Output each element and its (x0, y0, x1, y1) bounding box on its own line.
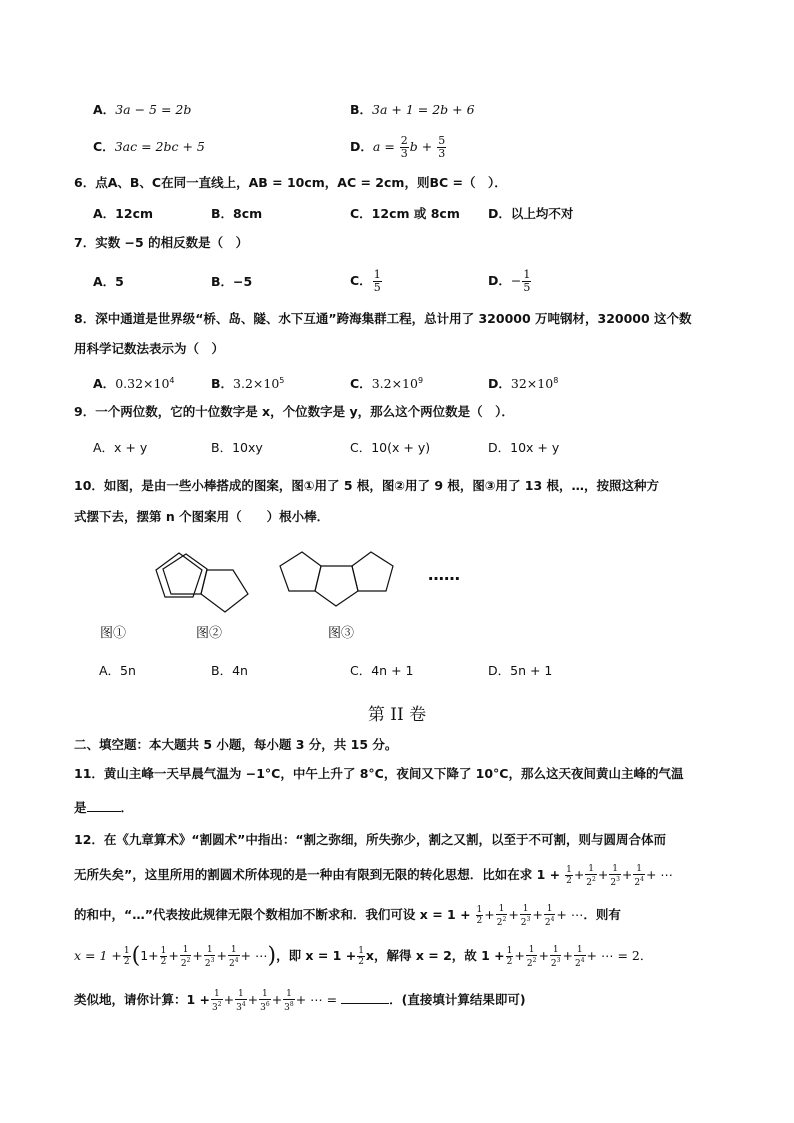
q11-text: ． (120, 800, 134, 815)
q9-option-b[interactable]: B．10xy (211, 440, 263, 455)
q11-text: 是 (74, 800, 87, 815)
q12-text: + ⋯ (556, 907, 584, 922)
q10-stem-line2: 式摆下去，摆第 n 个图案用（ ）根小棒． (74, 509, 330, 524)
fraction: $\frac{1}{2^2}$ (180, 944, 191, 969)
q6-option-d[interactable]: D．以上均不对 (488, 206, 574, 221)
q12-stem-line1: 12．在《九章算术》“割圆术”中指出：“割之弥细，所失弥少，割之又割，以至于不可割，则与圆周合体而 (74, 832, 667, 847)
q12-text: ．则有 (583, 907, 621, 922)
option-label: C． (350, 273, 372, 288)
q6-option-c[interactable]: C．12cm 或 8cm (350, 206, 460, 221)
q12-text: ，即 x = 1 + (276, 948, 357, 963)
exponent: 4 (169, 376, 175, 385)
q8-option-d[interactable] (488, 372, 558, 393)
option-expr: 3.2×10 (371, 376, 418, 392)
q12-stem-line5: 类似地，请你计算：1 + $\frac{1}{3^2}$ + $\frac{1}{3^4}$ + $\frac{1}{3^6}$ + $\frac{1}{3^8}$ + ⋯ = ．(直接填计算结果即可) (74, 988, 526, 1013)
q8-stem-line1: 8．深中通道是世界级“桥、岛、隧、水下互通”跨海集群工程，总计用了 320000 万吨钢材，320000 这个数 (74, 311, 692, 326)
fraction: $\frac{1}{2^3}$ (610, 863, 620, 888)
option-expr: b + (409, 139, 433, 154)
option-expr: 3a − 5 = 2b (115, 102, 192, 117)
continuation-dots: …… (428, 565, 460, 584)
option-label: C． (93, 139, 115, 154)
fraction: $\frac{1}{2^2}$ (526, 944, 537, 969)
q11-stem-line1: 11．黄山主峰一天早晨气温为 −1°C，中午上升了 8°C，夜间又下降了 10°C，那么这天夜间黄山主峰的气温 (74, 766, 684, 781)
minus-sign: − (510, 273, 522, 288)
q6-stem: 6．点A、B、C在同一直线上，AB = 10cm，AC = 2cm，则BC =（ ）． (74, 175, 507, 190)
q10-option-c[interactable]: C．4n + 1 (350, 663, 414, 678)
q7-option-d[interactable] (488, 262, 532, 300)
fraction: $\frac{1}{3^4}$ (236, 988, 246, 1013)
option-expr: 3a + 1 = 2b + 6 (372, 102, 475, 117)
figure-2-label: 图② (196, 626, 223, 641)
option-label: D． (488, 273, 511, 288)
q12-text: + ⋯ = 2． (586, 948, 653, 963)
pentagon-shape (156, 553, 202, 597)
option-label: A． (93, 376, 116, 392)
option-label: B． (211, 376, 234, 392)
q8-option-c[interactable] (350, 372, 423, 393)
q10-option-d[interactable]: D．5n + 1 (488, 663, 553, 678)
figure-1-label: 图① (100, 626, 127, 641)
q12-text: + ⋯ = (295, 992, 338, 1007)
fraction: $\frac{1}{2^3}$ (550, 944, 561, 969)
pentagon-shape (201, 570, 248, 612)
section-title: 第 II 卷 (367, 705, 427, 725)
fraction: $\frac{1}{5}$ (523, 268, 531, 294)
fraction: $\frac{1}{5}$ (373, 268, 381, 294)
fraction: $\frac{1}{2^3}$ (520, 903, 531, 928)
q12-stem-line3: 的和中，“…”代表按此规律无限个数相加不断求和．我们可设 x = 1 + $\frac{1}{2}$ + $\frac{1}{2^2}$ + $\frac{1}{2^3}$ + $\frac{1}{2^4}$ + ⋯．则有 (74, 903, 621, 928)
pentagon-pattern-figure (70, 540, 470, 650)
fraction: $\frac{1}{2^4}$ (634, 863, 644, 888)
figure-3-label: 图③ (328, 626, 355, 641)
fraction: $\frac{1}{2^4}$ (574, 944, 585, 969)
fraction: $\frac{1}{2^4}$ (544, 903, 555, 928)
answer-blank[interactable] (341, 990, 389, 1004)
fraction: $\frac{2}{3}$ (400, 134, 408, 160)
section-heading: 二、填空题：本大题共 5 小题，每小题 3 分，共 15 分。 (74, 737, 398, 752)
fraction: $\frac{1}{2^2}$ (586, 863, 596, 888)
fraction: $\frac{1}{3^2}$ (212, 988, 222, 1013)
exponent: 8 (553, 376, 559, 385)
q12-text: x，解得 x = 2，故 1 + (365, 948, 505, 963)
answer-blank[interactable] (87, 798, 121, 812)
q7-stem: 7．实数 −5 的相反数是（ ） (74, 235, 249, 250)
q9-option-a[interactable]: A．x + y (93, 440, 148, 455)
fraction: $\frac{1}{3^6}$ (260, 988, 270, 1013)
option-expr: 32×10 (510, 376, 554, 392)
q10-option-a[interactable]: A．5n (99, 663, 136, 678)
fraction: $\frac{1}{2}$ (506, 946, 513, 967)
option-label: C． (350, 376, 372, 392)
q8-option-b[interactable] (211, 372, 284, 393)
fraction: $\frac{1}{2^3}$ (204, 944, 215, 969)
q9-option-c[interactable]: C．10(x + y) (350, 440, 431, 455)
pentagon-shape (280, 552, 321, 591)
q12-text: ．(直接填计算结果即可) (389, 992, 526, 1007)
option-label: D． (488, 376, 511, 392)
option-expr: 3ac = 2bc + 5 (114, 139, 205, 154)
q7-option-b[interactable]: B．−5 (211, 274, 253, 289)
fraction: $\frac{1}{2}$ (476, 905, 483, 926)
q7-option-a[interactable]: A．5 (93, 274, 124, 289)
fraction: $\frac{5}{3}$ (438, 134, 446, 160)
q10-stem-line1: 10．如图，是由一些小棒搭成的图案，图①用了 5 根，图②用了 9 根，图③用了 13 根，…，按照这种方 (74, 478, 660, 493)
fraction: $\frac{1}{3^8}$ (284, 988, 294, 1013)
option-expr: a = (372, 139, 395, 154)
fraction: $\frac{1}{2}$ (123, 946, 130, 967)
option-label: B． (350, 102, 373, 117)
q12-text: 的和中，“…”代表按此规律无限个数相加不断求和．我们可设 x = 1 + (74, 907, 471, 922)
q10-option-b[interactable]: B．4n (211, 663, 248, 678)
q9-option-d[interactable]: D．10x + y (488, 440, 560, 455)
pentagon-shape (315, 566, 358, 606)
q8-stem-line2: 用科学记数法表示为（ ） (74, 341, 225, 356)
q12-text: x = 1 + (74, 948, 122, 963)
fraction: $\frac{1}{2}$ (358, 946, 364, 967)
fraction: $\frac{1}{2^2}$ (496, 903, 507, 928)
q12-stem-line2: 无所失矣”，这里所用的割圆术所体现的是一种由有限到无限的转化思想．比如在求 1 + $\frac{1}{2}$ + $\frac{1}{2^2}$ + $\frac{1}{2^3}$ + $\frac{1}{2^4}$ + ⋯ (74, 863, 673, 888)
fraction: $\frac{1}{2}$ (566, 865, 572, 886)
q6-option-a[interactable]: A．12cm (93, 206, 154, 221)
q7-option-c[interactable] (350, 262, 383, 300)
q12-text: + ⋯ (645, 867, 673, 882)
exponent: 9 (417, 376, 424, 385)
q11-stem-line2 (74, 798, 133, 817)
exponent: 5 (279, 376, 285, 385)
q5-option-b[interactable] (350, 101, 475, 119)
q5-option-d[interactable] (350, 128, 447, 166)
fraction: $\frac{1}{2^4}$ (228, 944, 239, 969)
pentagon-shape (352, 552, 393, 591)
q12-text: + ⋯ (240, 948, 268, 963)
q12-text: 无所失矣”，这里所用的割圆术所体现的是一种由有限到无限的转化思想．比如在求 1 + (74, 867, 561, 882)
option-expr: 0.32×10 (115, 376, 170, 392)
q12-text: 类似地，请你计算：1 + (74, 992, 211, 1007)
fraction: $\frac{1}{2}$ (160, 946, 167, 967)
option-label: A． (93, 102, 116, 117)
q5-option-a[interactable] (93, 101, 191, 119)
option-expr: 3.2×10 (233, 376, 280, 392)
q6-option-b[interactable]: B．8cm (211, 206, 263, 221)
q8-option-a[interactable] (93, 372, 175, 393)
q5-option-c[interactable] (93, 138, 205, 156)
option-label: D． (350, 139, 373, 154)
q12-stem-line4: x = 1 + $\frac{1}{2}$ (1+ $\frac{1}{2}$ + $\frac{1}{2^2}$ + $\frac{1}{2^3}$ + $\frac{1}{2^4}$ + ⋯)，即 x = 1 + $\frac{1}{2}$ x，解得 x = 2，故 1 + $\frac{1}{2}$ + $\frac{1}{2^2}$ + $\frac{1}{2^3}$ + $\frac{1}{2^4}$ + ⋯ = 2． (74, 943, 653, 969)
q9-stem: 9．一个两位数，它的十位数字是 x，个位数字是 y，那么这个两位数是（ ）． (74, 404, 514, 419)
